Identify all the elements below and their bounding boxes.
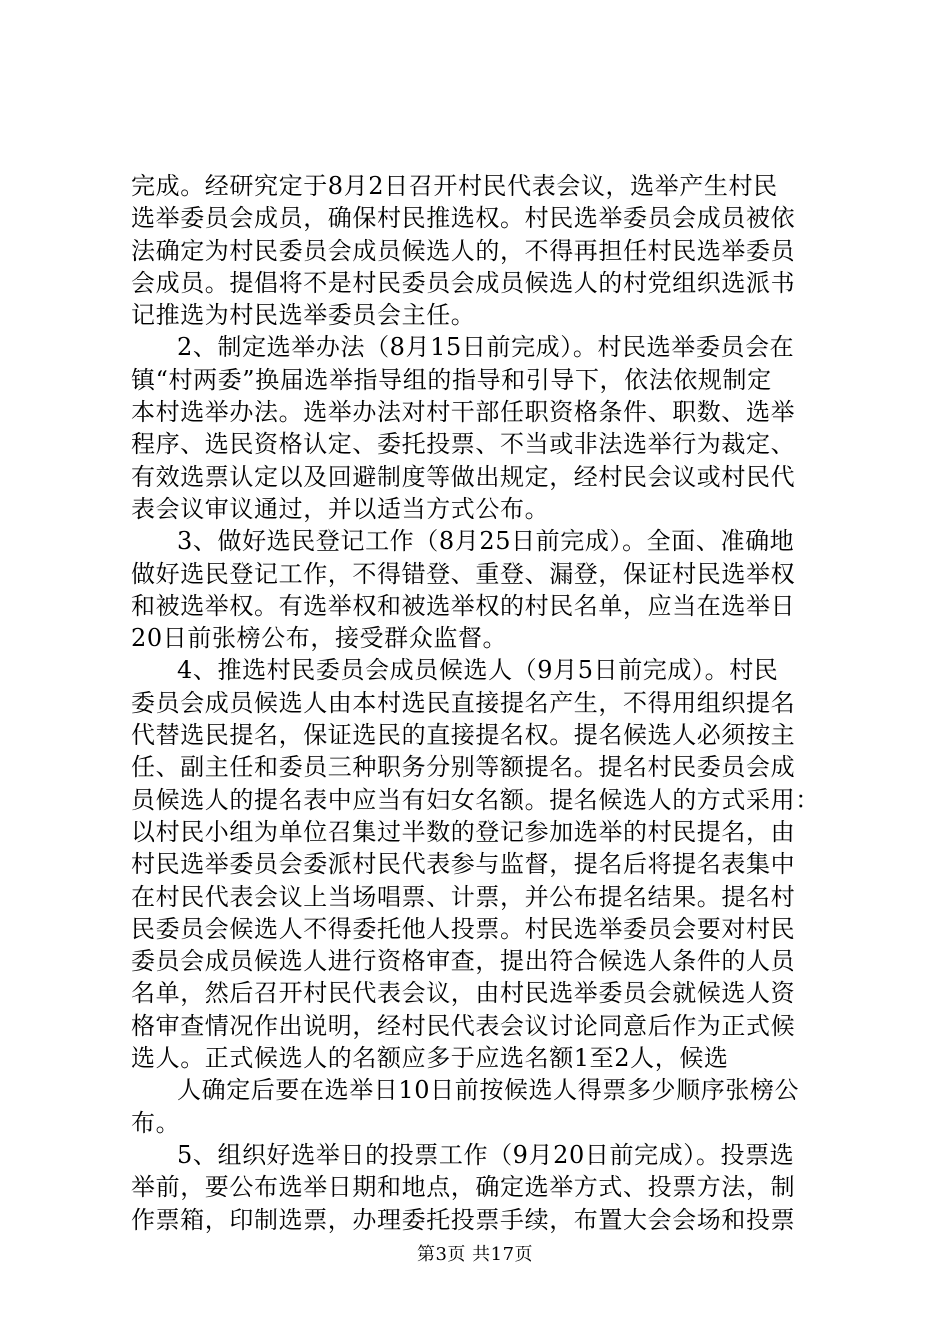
text-line: 选举委员会成员，确保村民推选权。村民选举委员会成员被依 [131, 204, 796, 233]
document-body [131, 170, 831, 1236]
text-line: 镇“村两委”换届选举指导组的指导和引导下，依法依规制定 [131, 365, 772, 394]
text-line: 记推选为村民选举委员会主任。 [131, 301, 476, 330]
paragraph-start-line: 2、制定选举办法（8月15日前完成）。村民选举委员会在 [177, 333, 795, 362]
text-line: 举前，要公布选举日期和地点，确定选举方式、投票方法，制 [131, 1173, 796, 1202]
text-line: 有效选票认定以及回避制度等做出规定，经村民会议或村民代 [131, 462, 796, 491]
text-line: 格审查情况作出说明，经村民代表会议讨论同意后作为正式候 [131, 1011, 796, 1040]
text-line: 名单，然后召开村民代表会议，由村民选举委员会就候选人资 [131, 979, 796, 1008]
text-line: 在村民代表会议上当场唱票、计票，并公布提名结果。提名村 [131, 882, 796, 911]
text-line: 村民选举委员会委派村民代表参与监督，提名后将提名表集中 [131, 850, 796, 879]
text-line: 布。 [131, 1108, 181, 1137]
text-line: 完成。经研究定于8月2日召开村民代表会议，选举产生村民 [131, 172, 778, 200]
text-line: 以村民小组为单位召集过半数的登记参加选举的村民提名，由 [131, 817, 796, 846]
text-line: 委员会成员候选人由本村选民直接提名产生，不得用组织提名 [131, 688, 796, 717]
text-line: 人确定后要在选举日10日前按候选人得票多少顺序张榜公 [177, 1076, 800, 1105]
paragraph-start-line: 3、做好选民登记工作（8月25日前完成）。全面、准确地 [177, 527, 795, 556]
text-line: 员候选人的提名表中应当有妇女名额。提名候选人的方式采用： [131, 785, 820, 814]
text-line: 委员会成员候选人进行资格审查，提出符合候选人条件的人员 [131, 947, 796, 976]
text-line: 民委员会候选人不得委托他人投票。村民选举委员会要对村民 [131, 914, 796, 943]
text-line: 和被选举权。有选举权和被选举权的村民名单，应当在选举日 [131, 591, 796, 620]
text-line: 表会议审议通过，并以适当方式公布。 [131, 494, 550, 523]
text-line: 法确定为村民委员会成员候选人的，不得再担任村民选举委员 [131, 236, 796, 265]
text-line: 任、副主任和委员三种职务分别等额提名。提名村民委员会成 [131, 753, 796, 782]
text-line: 本村选举办法。选举办法对村干部任职资格条件、职数、选举 [131, 398, 796, 427]
text-line: 会成员。提倡将不是村民委员会成员候选人的村党组织选派书 [131, 268, 796, 297]
paragraph-start-line: 5、组织好选举日的投票工作（9月20日前完成）。投票选 [177, 1140, 795, 1169]
text-line: 20日前张榜公布，接受群众监督。 [131, 624, 508, 653]
text-line: 程序、选民资格认定、委托投票、不当或非法选举行为裁定、 [131, 430, 796, 459]
text-line: 选人。正式候选人的名额应多于应选名额1至2人，候选 [131, 1044, 729, 1073]
text-line: 做好选民登记工作，不得错登、重登、漏登，保证村民选举权 [131, 559, 796, 588]
text-line: 作票箱，印制选票，办理委托投票手续，布置大会会场和投票 [131, 1205, 796, 1234]
paragraph-start-line: 4、推选村民委员会成员候选人（9月5日前完成）。村民 [177, 656, 779, 685]
text-line: 代替选民提名，保证选民的直接提名权。提名候选人必须按主 [131, 721, 796, 750]
page-number-footer: 第3页 共17页 [416, 1244, 534, 1265]
